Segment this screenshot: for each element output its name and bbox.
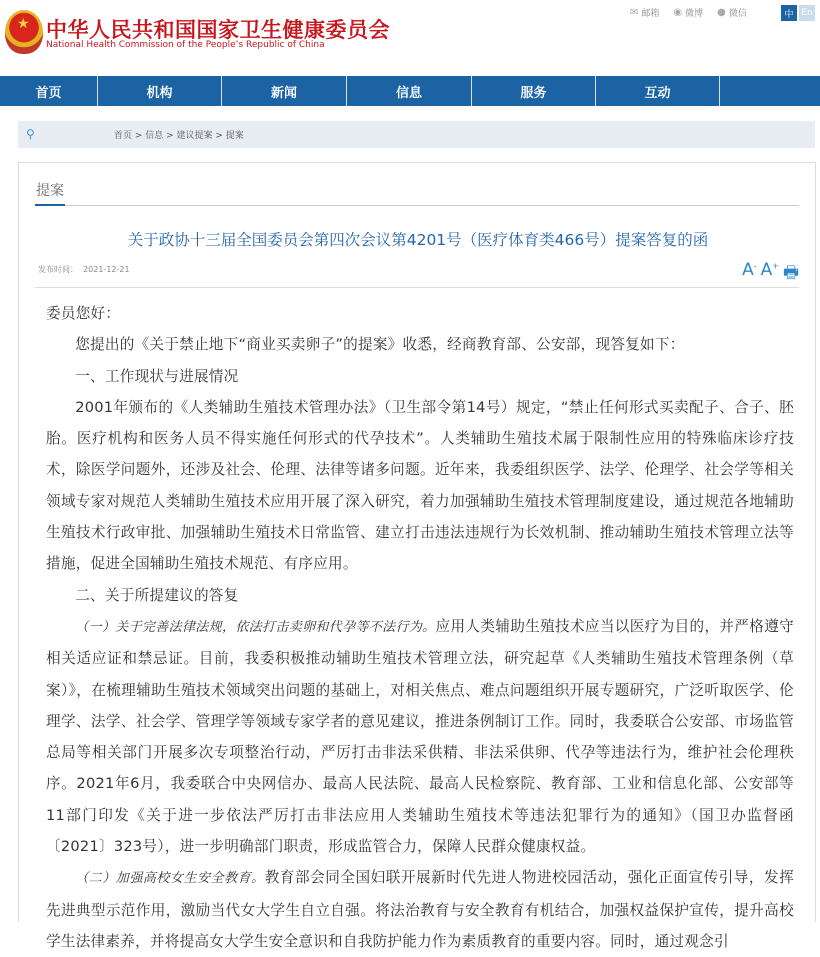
section-heading: 二、关于所提建议的答复 [75, 586, 239, 604]
nav-home[interactable]: 首页 [0, 76, 98, 106]
paragraph: 2001年颁布的《人类辅助生殖技术管理办法》（卫生部令第14号）规定，“禁止任何形式买卖配子、合子、胚胎。医疗机构和医务人员不得实施任何形式的代孕技术”。人类辅助生殖技术属于限制性应用的特殊临床诊疗技术，除医学问题外，还涉及社会、伦理、法律等诸多问题。近年来，我委组织医学、法学、伦理学、社会学等相关领域专家对规范人类辅助生殖技术应用开展了深入研究，着力加强辅助生殖技术管理制度建设，通过规范各地辅助生殖技术行政审批、加强辅助生殖技术日常监管、建立打击违法违规行为长效机制、推动辅助生殖技术管理立法等措施，促进全国辅助生殖技术规范、有序应用。 [46, 398, 794, 573]
paragraph-text: 应用人类辅助生殖技术应当以医疗为目的，并严格遵守相关适应证和禁忌证。目前，我委积极推动辅助生殖技术管理立法，研究起草《人类辅助生殖技术管理条例（草案）》，在梳理辅助生殖技术领域突出问题的基础上，对相关焦点、难点问题组织开展专题研究，广泛听取医学、伦理学、法学、社会学、管理学等领域专家学者的意见建议，推进条例制订工作。同时，我委联合公安部、市场监管总局等相关部门开展多次专项整治行动，严厉打击非法采供精、非法采供卵、代孕等违法行为，维护社会伦理秩序。2021年6月，我委联合中央网信办、最高人民法院、最高人民检察院、教育部、工业和信息化部、公安部等11部门印发《关于进一步依法严厉打击非法应用人类辅助生殖技术等违法犯罪行为的通知》（国卫办监督函〔2021〕323号），进一步明确部门职责，形成监管合力，保障人民群众健康权益。 [46, 617, 794, 856]
logo-cn[interactable]: 中华人民共和国国家卫生健康委员会 [46, 18, 390, 42]
section-heading: 一、工作现状与进展情况 [75, 367, 239, 385]
mail-icon: ✉ [630, 7, 639, 18]
weibo-link[interactable]: ◉ 微博 [673, 7, 704, 19]
greeting: 委员您好： [46, 305, 121, 322]
article-body [46, 298, 794, 957]
breadcrumb [18, 121, 815, 148]
paragraph-lead: （二）加强高校女生安全教育。 [75, 871, 265, 887]
date-value: 2021-12-21 [83, 265, 130, 274]
paragraph-text: 教育部会同全国妇联开展新时代先进人物进校园活动，强化正面宣传引导，发挥先进典型示范作用，激励当代女大学生自立自强。将法治教育与安全教育有机结合，加强权益保护宣传，提升高校学生法律素养，并将提高女大学生安全意识和自我防护能力作为素质教育的重要内容。同时，通过观念引 [46, 869, 794, 950]
nav-interaction[interactable]: 互动 [596, 76, 720, 106]
weibo-icon: ◉ [673, 7, 683, 18]
lang-chinese-button[interactable]: 中 [781, 5, 797, 21]
logo-en: National Health Commission of the People’s Republic of China [46, 40, 325, 50]
publish-date [38, 264, 130, 275]
main-nav [0, 76, 820, 106]
nav-more[interactable] [720, 76, 820, 106]
breadcrumb-trail[interactable]: 首页 > 信息 > 建议提案 > 提案 [114, 131, 244, 141]
divider [35, 287, 799, 288]
wechat-icon: ● [717, 7, 726, 18]
wechat-link[interactable]: ● 微信 [717, 7, 747, 19]
nav-organization[interactable]: 机构 [98, 76, 222, 106]
tab-proposal[interactable]: 提案 [35, 180, 65, 206]
font-decrease-icon[interactable]: A- [742, 260, 757, 280]
paragraph-lead: （一）关于完善法律法规，依法打击卖卵和代孕等不法行为。 [75, 619, 436, 635]
date-label: 发布时间： [38, 265, 78, 274]
paragraph [46, 862, 794, 957]
nav-info[interactable]: 信息 [347, 76, 472, 106]
location-pin-icon: ⚲ [26, 127, 35, 141]
article-title: 关于政协十三届全国委员会第四次会议第4201号（医疗体育类466号）提案答复的函 [127, 231, 709, 249]
mail-link[interactable]: ✉ 邮箱 [630, 7, 660, 19]
font-increase-icon[interactable]: A+ [760, 260, 779, 280]
site-header [0, 0, 820, 76]
print-icon[interactable]: 🖶 [782, 263, 799, 283]
nav-news[interactable]: 新闻 [222, 76, 347, 106]
paragraph: 您提出的《关于禁止地下“商业买卖卵子”的提案》收悉，经商教育部、公安部，现答复如下： [75, 336, 685, 354]
national-emblem-logo: ★ [5, 10, 43, 54]
lang-english-button[interactable]: En [799, 5, 815, 21]
paragraph [46, 611, 794, 862]
nav-service[interactable]: 服务 [472, 76, 596, 106]
